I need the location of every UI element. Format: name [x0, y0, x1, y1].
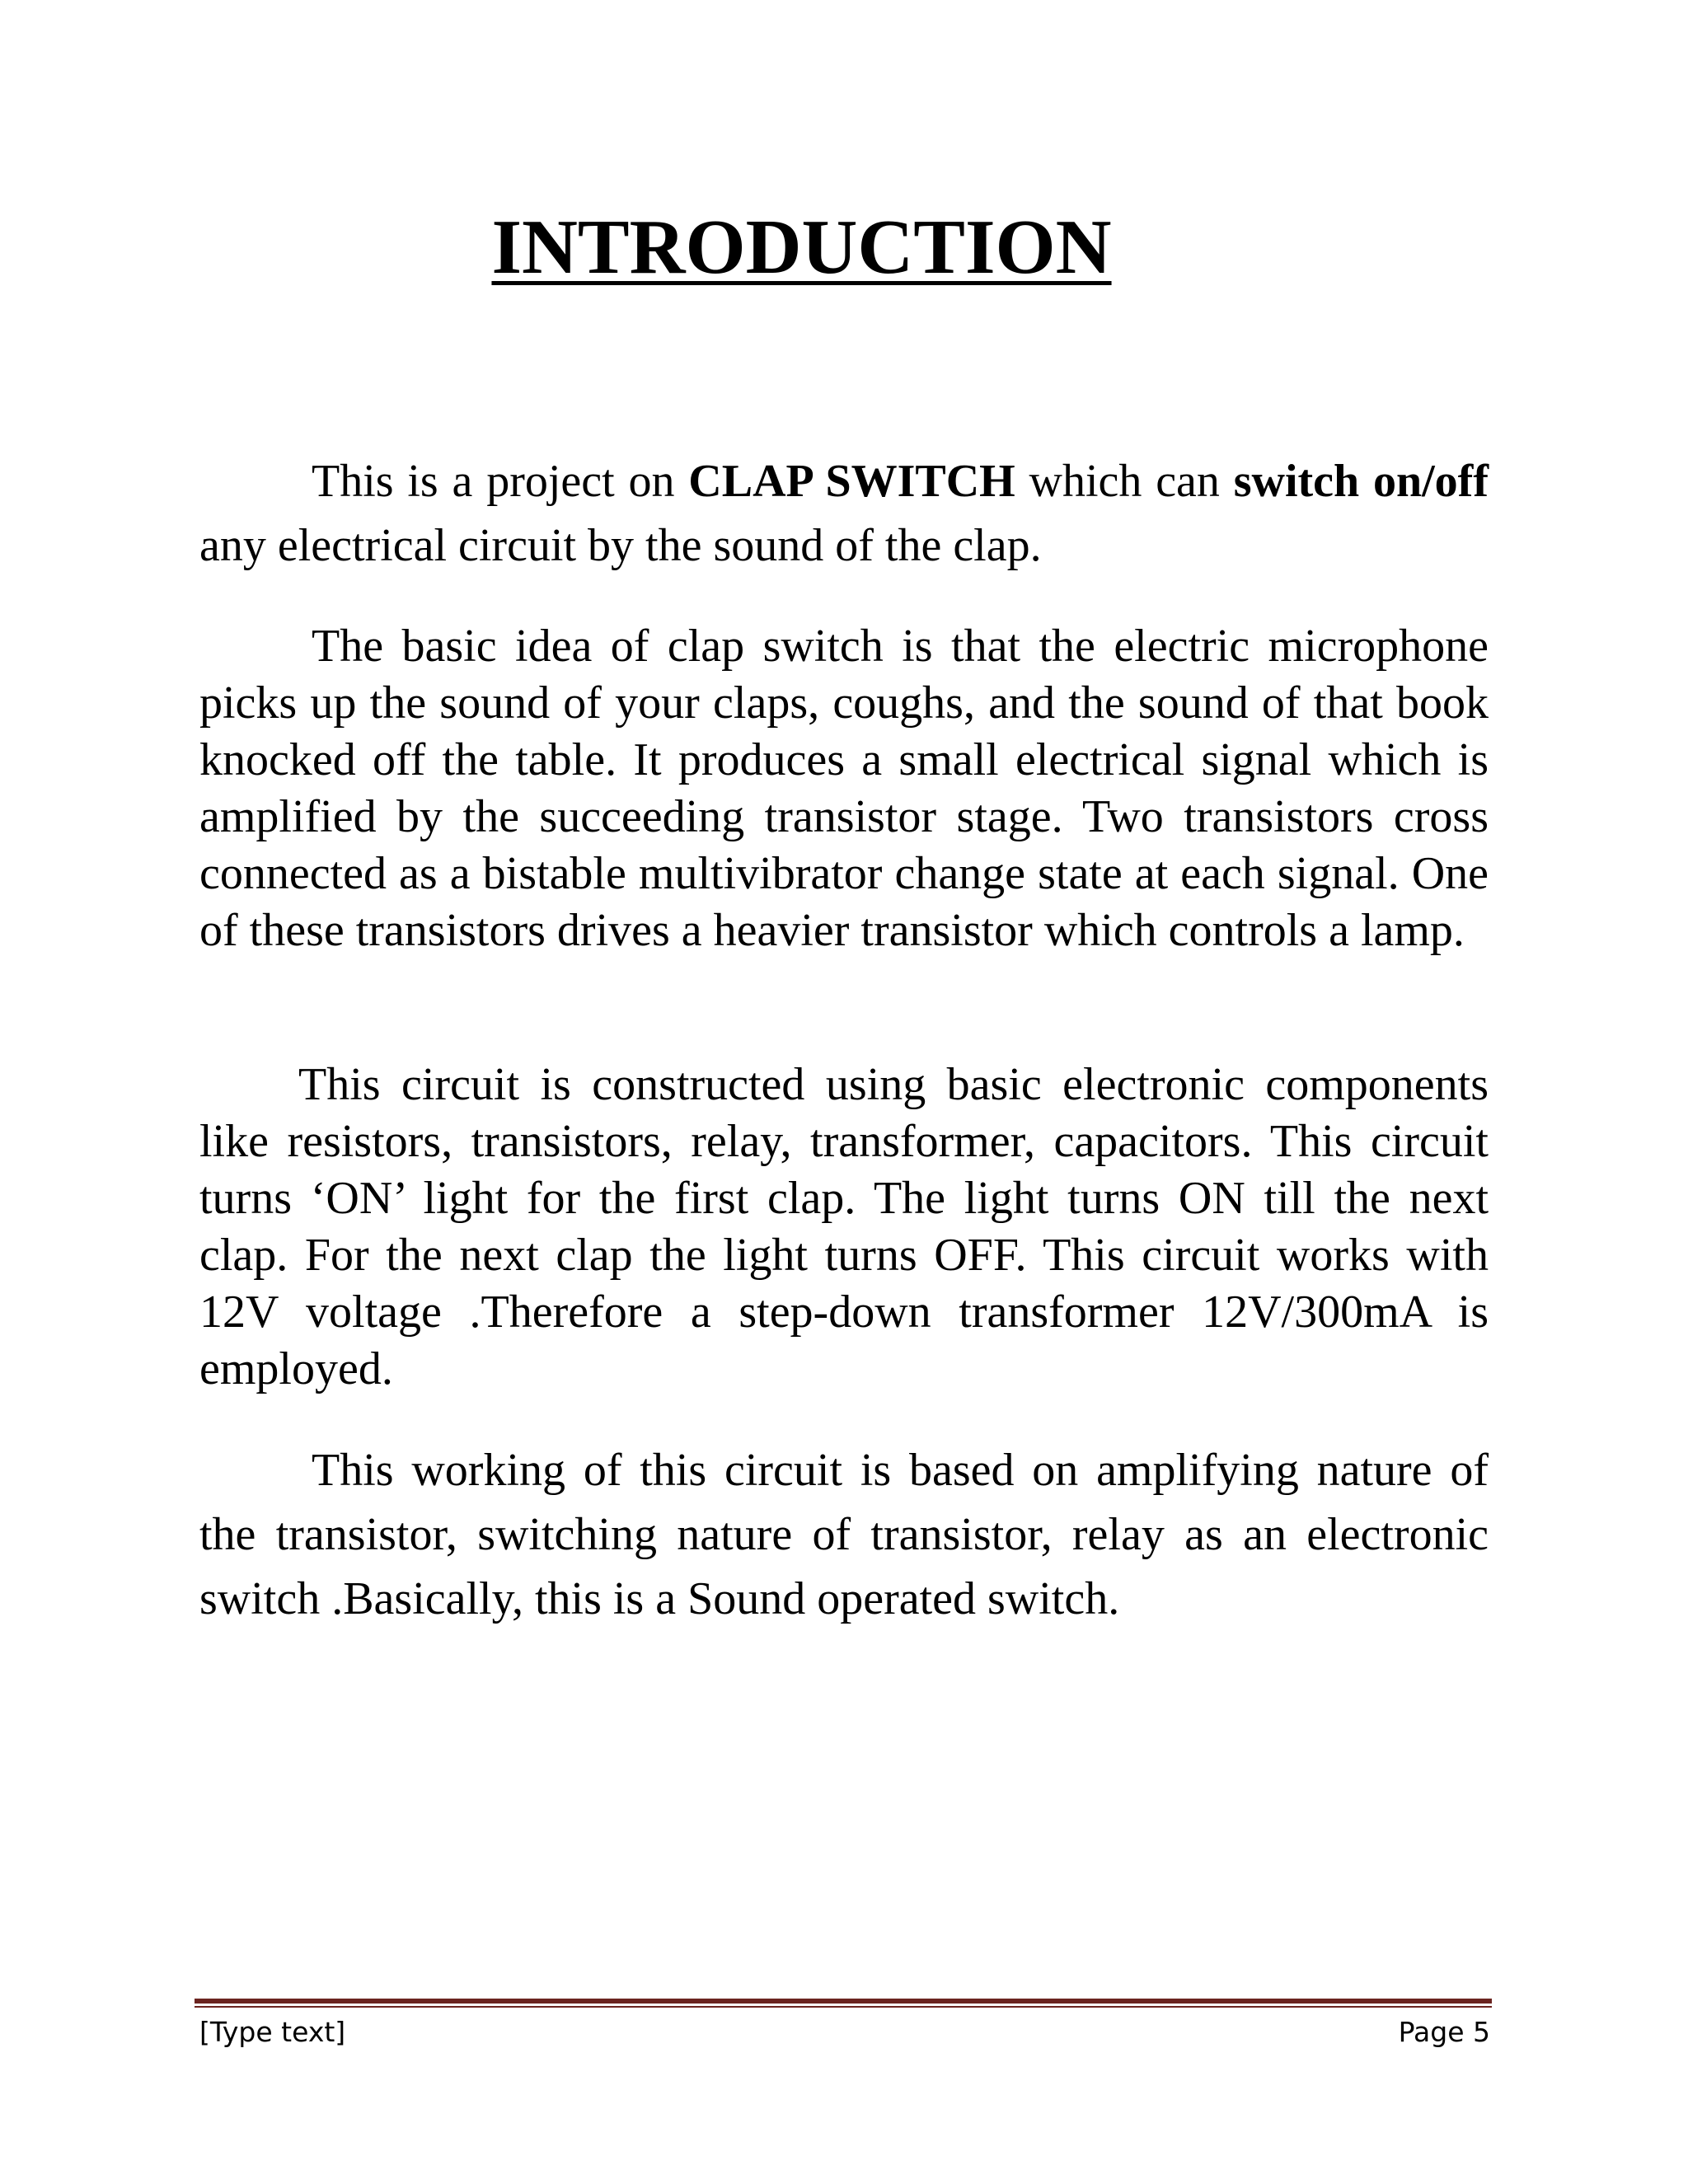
page-title — [0, 202, 1603, 293]
paragraph-2 — [199, 618, 1489, 959]
paragraph-2-text: The basic idea of clap switch is that the electric microphone picks up the sound of your claps, coughs, and the sound of that book knocked off the table. It produces a small electrical signal which is amplified by the succeeding transistor stage. Two transistors cross connected as a bistable multivibrator change state at each signal. One of these transistors drives a heavier transistor which controls a lamp. — [199, 621, 1489, 956]
page-title-text: INTRODUCTION — [491, 204, 1112, 290]
paragraph-4-text: This working of this circuit is based on amplifying nature of the transistor, switching nature of transistor, relay as an electronic switch .Basically, this is a Sound operated switch. — [199, 1445, 1489, 1624]
paragraph-1-text-a: This is a project on — [312, 456, 689, 507]
paragraph-1-text-b: which can — [1015, 456, 1234, 507]
paragraph-4 — [199, 1438, 1489, 1631]
paragraph-1-text-c: any electrical circuit by the sound of the clap. — [199, 520, 1042, 571]
footer-left-text: [Type text] — [199, 2016, 346, 2048]
paragraph-1 — [199, 449, 1489, 578]
paragraph-1-bold-switch-on-off: switch on/off — [1233, 456, 1489, 507]
footer-page-number: Page 5 — [1398, 2016, 1490, 2048]
paragraph-1-bold-clap-switch: CLAP SWITCH — [688, 456, 1015, 507]
footer-rule-thin — [195, 2006, 1492, 2008]
footer-rule — [195, 1999, 1492, 2004]
paragraph-3-text: This circuit is constructed using basic electronic components like resistors, transistors, relay, transformer, capacitors. This circuit turns ‘ON’ light for the first clap. The light turns ON till the next clap. For the next clap the light turns OFF. This circuit works with 12V voltage .Therefore a step-down transformer 12V/300mA is employed. — [199, 1059, 1489, 1394]
paragraph-3 — [199, 1057, 1489, 1398]
